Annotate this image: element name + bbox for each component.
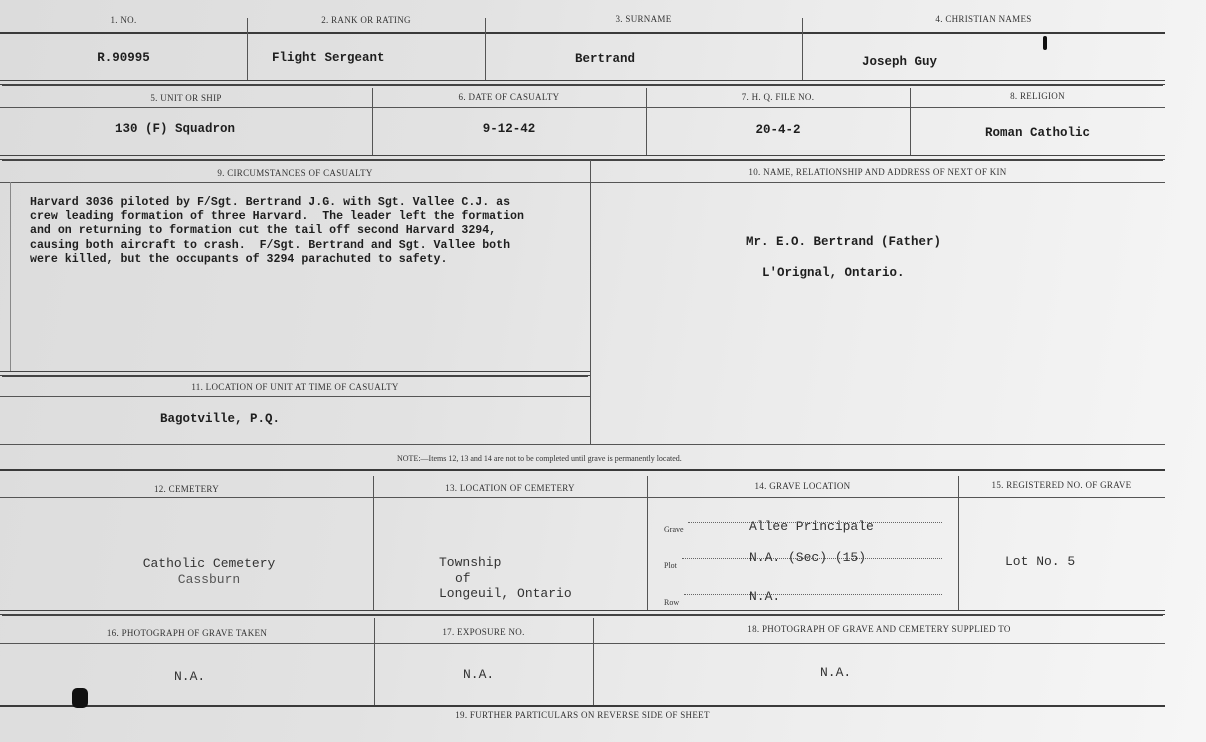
row-field-line xyxy=(684,594,942,595)
next-of-kin-address: L'Orignal, Ontario. xyxy=(762,266,905,280)
row4-top-rule xyxy=(0,371,590,376)
field-label-cemetery: 12. CEMETERY xyxy=(153,484,220,494)
circumstances-line: and on returning to formation cut the tail off second Harvard 3294, xyxy=(30,224,497,238)
field-label-photo-supplied: 18. PHOTOGRAPH OF GRAVE AND CEMETERY SUPPLIED TO xyxy=(747,624,1011,634)
rank-value: Flight Sergeant xyxy=(272,51,385,65)
field-label-next-of-kin: 10. NAME, RELATIONSHIP AND ADDRESS OF NEXT OF KIN xyxy=(748,167,1007,177)
row5-header-rule xyxy=(0,497,1165,498)
field-label-location-of-unit: 11. LOCATION OF UNIT AT TIME OF CASUALTY xyxy=(191,382,399,392)
row3-header-rule xyxy=(0,182,1165,183)
row1-header-rule xyxy=(0,32,1165,34)
row-field-label: Row xyxy=(664,598,680,607)
row2-header-rule xyxy=(0,107,1165,108)
photo-supplied-value: N.A. xyxy=(820,665,852,680)
religion-value: Roman Catholic xyxy=(984,126,1091,140)
surname-value: Bertrand xyxy=(574,52,635,66)
circumstances-line: causing both aircraft to crash. F/Sgt. Bertrand and Sgt. Vallee both xyxy=(30,238,511,252)
service-number: R.90995 xyxy=(97,51,150,65)
field-label-no: 1. NO. xyxy=(110,15,137,25)
next-of-kin-name: Mr. E.O. Bertrand (Father) xyxy=(746,235,942,249)
field-label-religion: 8. RELIGION xyxy=(1010,91,1065,101)
cemetery-location-line3: Longeuil, Ontario xyxy=(439,586,572,601)
row1-bottom-rule xyxy=(0,80,1165,85)
row6-header-rule xyxy=(0,643,1165,644)
row6-bottom-rule xyxy=(0,705,1165,707)
plot-field-label: Plot xyxy=(664,561,677,570)
grave-field-label: Grave xyxy=(664,525,684,534)
field-label-rank: 2. RANK OR RATING xyxy=(321,15,411,25)
registered-no-value: Lot No. 5 xyxy=(1005,554,1076,569)
plot-value: N.A. (Sec) (15) xyxy=(749,550,867,565)
field-label-unit: 5. UNIT OR SHIP xyxy=(150,93,222,103)
field-label-surname: 3. SURNAME xyxy=(615,14,672,24)
circumstances-line: were killed, but the occupants of 3294 parachuted to safety. xyxy=(30,252,448,266)
christian-names-value: Joseph Guy xyxy=(862,55,938,69)
ink-mark xyxy=(1043,36,1047,50)
cemetery-location-line2: of xyxy=(455,571,471,586)
row5-top-rule xyxy=(0,469,1165,471)
note-top-rule xyxy=(0,444,1165,445)
divider xyxy=(590,160,591,445)
photo-taken-value: N.A. xyxy=(174,669,206,684)
field-label-photo-taken: 16. PHOTOGRAPH OF GRAVE TAKEN xyxy=(106,628,268,638)
cemetery-place: Cassburn xyxy=(177,572,241,587)
field-label-cemetery-location: 13. LOCATION OF CEMETERY xyxy=(445,483,575,493)
field-label-registered-no: 15. REGISTERED NO. OF GRAVE xyxy=(991,480,1132,490)
circumstances-line: crew leading formation of three Harvard. The leader left the formation xyxy=(30,210,524,224)
divider xyxy=(647,476,648,610)
divider xyxy=(802,18,803,80)
exposure-no-value: N.A. xyxy=(463,667,495,682)
divider xyxy=(485,18,486,80)
date-of-casualty-value: 9-12-42 xyxy=(482,122,536,136)
divider xyxy=(373,476,374,610)
field-label-date: 6. DATE OF CASUALTY xyxy=(458,92,560,102)
cemetery-name: Catholic Cemetery xyxy=(142,556,276,571)
cemetery-location-line1: Township xyxy=(439,555,502,570)
divider xyxy=(247,18,248,80)
field-label-exposure-no: 17. EXPOSURE NO. xyxy=(442,627,525,637)
field-label-christian-names: 4. CHRISTIAN NAMES xyxy=(935,14,1032,24)
field-label-circumstances: 9. CIRCUMSTANCES OF CASUALTY xyxy=(217,168,373,178)
row2-bottom-rule xyxy=(0,155,1165,160)
note-text: NOTE:—Items 12, 13 and 14 are not to be completed until grave is permanently located. xyxy=(397,454,682,463)
row5-bottom-rule xyxy=(0,610,1165,615)
location-of-unit-value: Bagotville, P.Q. xyxy=(160,412,281,426)
circumstances-line: Harvard 3036 piloted by F/Sgt. Bertrand J.G. with Sgt. Vallee C.J. as xyxy=(30,196,511,209)
grave-value: Allee Principale xyxy=(749,519,874,534)
field-label-hq-file: 7. H. Q. FILE NO. xyxy=(741,92,815,102)
field-label-grave-location: 14. GRAVE LOCATION xyxy=(754,481,851,491)
divider xyxy=(958,476,959,610)
punch-hole-mark xyxy=(72,688,88,708)
row4-header-rule xyxy=(0,396,590,397)
unit-value: 130 (F) Squadron xyxy=(114,122,236,136)
circumstances-text xyxy=(30,196,590,267)
margin-line xyxy=(10,182,11,372)
further-particulars: 19. FURTHER PARTICULARS ON REVERSE SIDE OF SHEET xyxy=(455,710,710,720)
row-value: N.A. xyxy=(749,589,781,604)
hq-file-value: 20-4-2 xyxy=(755,123,801,137)
